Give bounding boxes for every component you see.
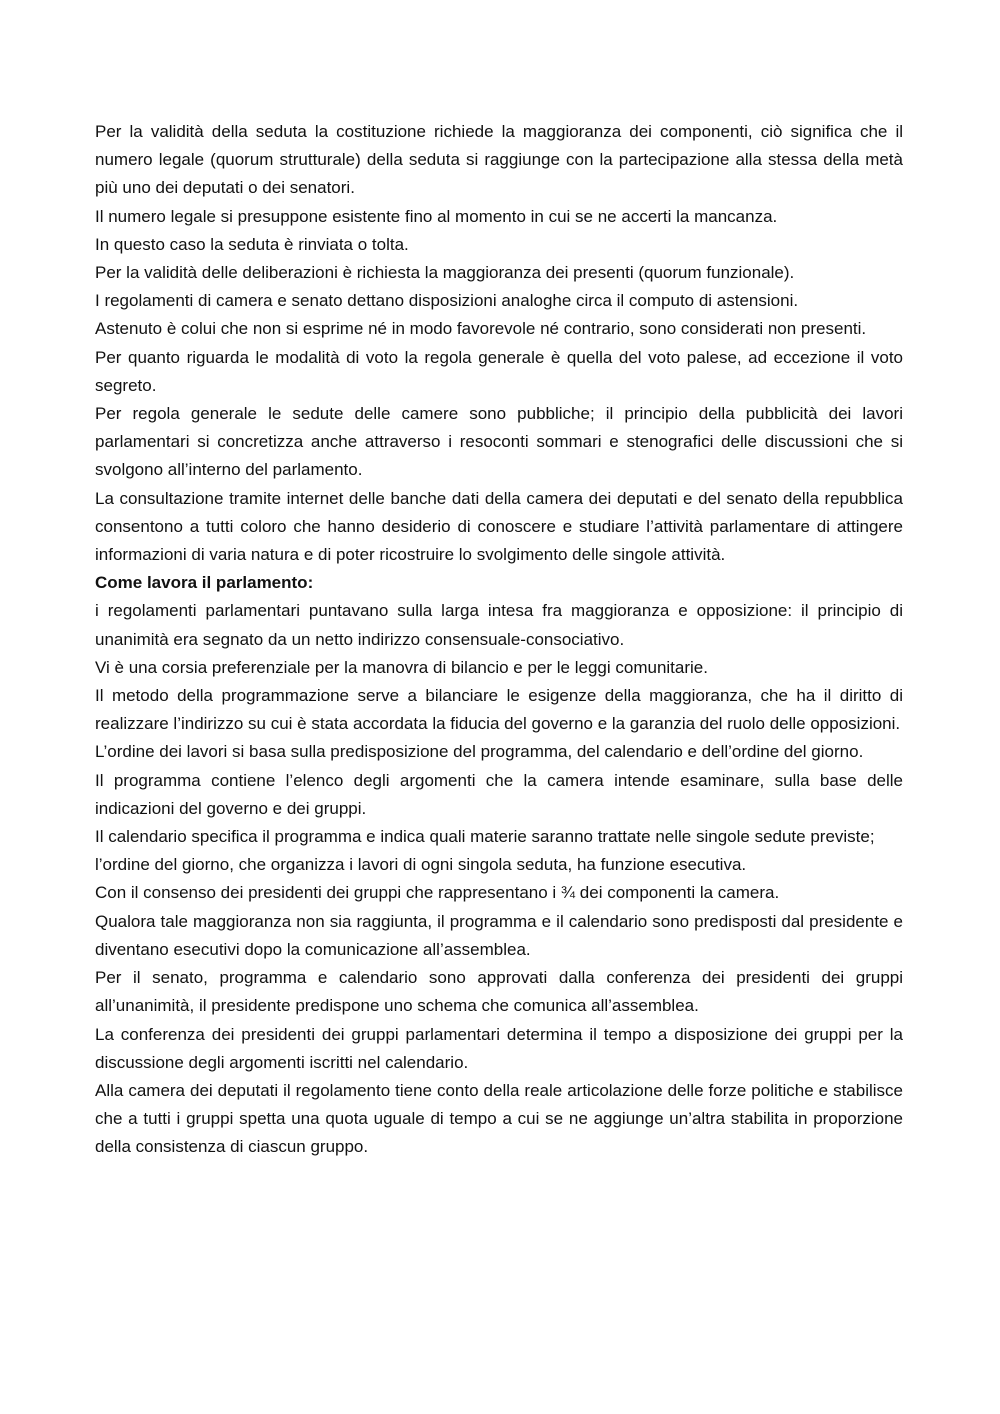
paragraph: In questo caso la seduta è rinviata o tolta. (95, 234, 409, 254)
paragraph: Alla camera dei deputati il regolamento tiene conto della reale articolazione delle forze politiche e stabilisce che a tutti i gruppi spetta una quota uguale di tempo a cui se ne aggiunge un’altra stabilita in proporzione della consistenza di ciascun gruppo. (95, 1080, 903, 1157)
paragraph: Il numero legale si presuppone esistente fino al momento in cui se ne accerti la mancanza. (95, 206, 778, 226)
paragraph: Il programma contiene l’elenco degli argomenti che la camera intende esaminare, sulla base delle indicazioni del governo e dei gruppi. (95, 770, 903, 818)
paragraph: Per la validità della seduta la costituzione richiede la maggioranza dei componenti, ciò significa che il numero legale (quorum strutturale) della seduta si raggiunge con la partecipazione alla stessa della metà più uno dei deputati o dei senatori. (95, 122, 903, 198)
paragraph: Astenuto è colui che non si esprime né in modo favorevole né contrario, sono considerati non presenti. (95, 319, 867, 339)
paragraph: La consultazione tramite internet delle banche dati della camera dei deputati e del senato della repubblica consentono a tutti coloro che hanno desiderio di conoscere e studiare l’attività parlamentare di attingere informazioni di varia natura e di poter ricostruire lo svolgimento delle singole attività. (95, 488, 903, 565)
paragraph: Per regola generale le sedute delle camere sono pubbliche; il principio della pubblicità dei lavori parlamentari si concretizza anche attraverso i resoconti sommari e stenografici delle discussioni che si svolgono all’interno del parlamento. (95, 404, 903, 480)
paragraph: Con il consenso dei presidenti dei gruppi che rappresentano i ¾ dei componenti la camera. (95, 883, 780, 903)
paragraph: Per il senato, programma e calendario sono approvati dalla conferenza dei presidenti dei gruppi all’unanimità, il presidente predispone uno schema che comunica all’assemblea. (95, 968, 903, 1016)
paragraph: Per la validità delle deliberazioni è richiesta la maggioranza dei presenti (quorum funzionale). (95, 263, 795, 283)
paragraph: I regolamenti di camera e senato dettano disposizioni analoghe circa il computo di astensioni. (95, 291, 799, 311)
paragraph: L’ordine dei lavori si basa sulla predisposizione del programma, del calendario e dell’ordine del giorno. (95, 742, 864, 762)
paragraph: Per quanto riguarda le modalità di voto la regola generale è quella del voto palese, ad eccezione il voto segreto. (95, 347, 903, 395)
paragraph: Il calendario specifica il programma e indica quali materie saranno trattate nelle singole sedute previste; (95, 827, 875, 847)
paragraph: l’ordine del giorno, che organizza i lavori di ogni singola seduta, ha funzione esecutiva. (95, 855, 747, 875)
paragraph: i regolamenti parlamentari puntavano sulla larga intesa fra maggioranza e opposizione: il principio di unanimità era segnato da un netto indirizzo consensuale-consociativo. (95, 601, 903, 649)
section-heading: Come lavora il parlamento: (95, 573, 314, 593)
paragraph: La conferenza dei presidenti dei gruppi parlamentari determina il tempo a disposizione dei gruppi per la discussione degli argomenti iscritti nel calendario. (95, 1024, 903, 1072)
paragraph: Vi è una corsia preferenziale per la manovra di bilancio e per le leggi comunitarie. (95, 657, 708, 677)
document-page (95, 118, 903, 1162)
paragraph: Qualora tale maggioranza non sia raggiunta, il programma e il calendario sono predisposti dal presidente e diventano esecutivi dopo la comunicazione all’assemblea. (95, 911, 903, 959)
paragraph: Il metodo della programmazione serve a bilanciare le esigenze della maggioranza, che ha il diritto di realizzare l’indirizzo su cui è stata accordata la fiducia del governo e la garanzia del ruolo delle opposizioni. (95, 686, 903, 734)
